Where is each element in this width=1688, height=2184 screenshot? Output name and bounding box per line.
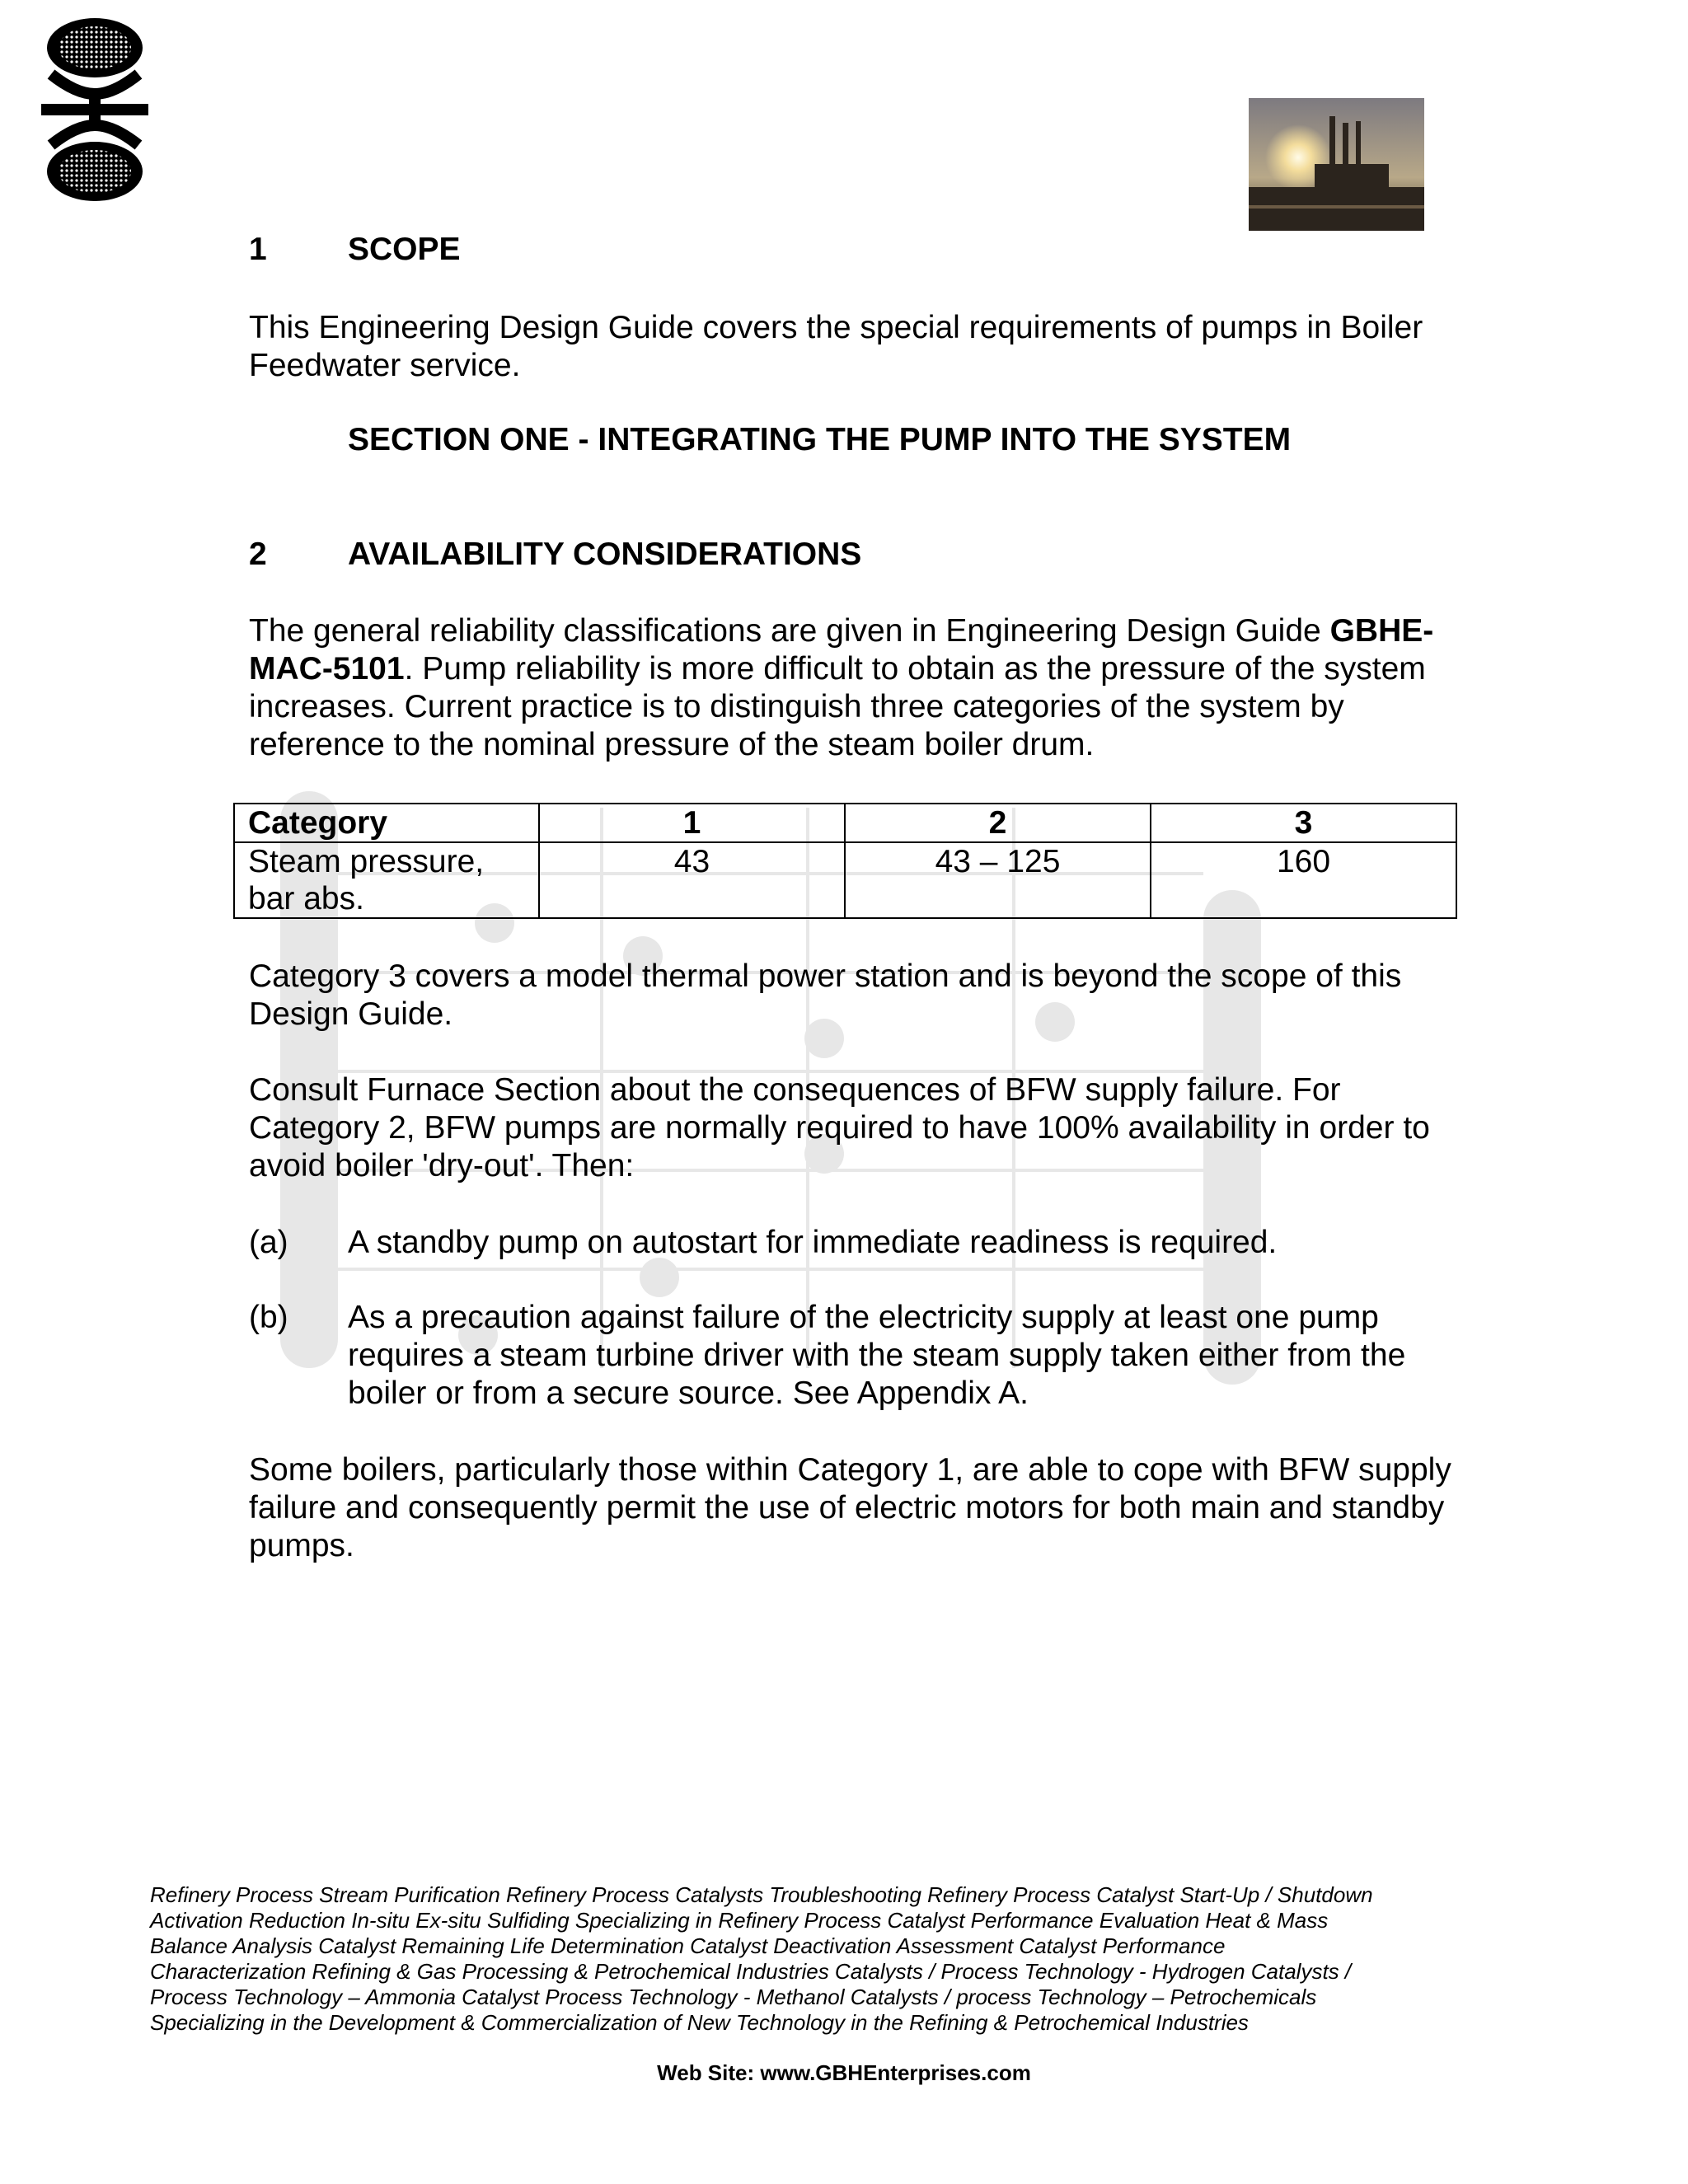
table-header-cell: 3 bbox=[1151, 804, 1456, 842]
website-link[interactable]: Web Site: www.GBHEnterprises.com bbox=[657, 2060, 1031, 2085]
section-1-title: SCOPE bbox=[348, 232, 461, 267]
table-cell: 43 – 125 bbox=[845, 842, 1151, 918]
section-2-title: AVAILABILITY CONSIDERATIONS bbox=[348, 537, 862, 572]
list-item-text: A standby pump on autostart for immediate readiness is required. bbox=[348, 1225, 1278, 1260]
intro-text-after: . Pump reliability is more difficult to obtain as the pressure of the system increases. Current practice is to distinguish three categories of the system by reference to the nominal pressure of the steam boiler drum. bbox=[249, 651, 1426, 762]
footer-line: Refinery Process Stream Purification Refinery Process Catalysts Troubleshooting Refinery Process Catalyst Start-Up / Shutdown bbox=[150, 1882, 1373, 1907]
table-cell: Steam pressure, bar abs. bbox=[234, 842, 539, 918]
list-item-text: As a precaution against failure of the electricity supply at least one pump requires a steam turbine driver with the steam supply taken either from the boiler or from a secure source. See Appendix A. bbox=[348, 1300, 1406, 1411]
section-1-number: 1 bbox=[249, 232, 267, 267]
section-one-heading: SECTION ONE - INTEGRATING THE PUMP INTO THE SYSTEM bbox=[348, 422, 1292, 457]
table-cell: 160 bbox=[1151, 842, 1456, 918]
table-header-cell: Category bbox=[234, 804, 539, 842]
refinery-sunset-photo bbox=[1249, 98, 1424, 231]
footer-line: Balance Analysis Catalyst Remaining Life Determination Catalyst Deactivation Assessment Catalyst Performance bbox=[150, 1933, 1226, 1958]
footer-line: Characterization Refining & Gas Processing & Petrochemical Industries Catalysts / Process Technology - Hydrogen Catalysts / bbox=[150, 1959, 1352, 1984]
list-item-label: (a) bbox=[249, 1225, 288, 1260]
category-table bbox=[233, 803, 1457, 919]
section-2-number: 2 bbox=[249, 537, 267, 572]
some-boilers-paragraph: Some boilers, particularly those within Category 1, are able to cope with BFW supply failure and consequently permit the use of electric motors for both main and standby pumps. bbox=[249, 1452, 1451, 1563]
list-item-label: (b) bbox=[249, 1300, 288, 1335]
footer-line: Specializing in the Development & Commercialization of New Technology in the Refining & Petrochemical Industries bbox=[150, 2010, 1249, 2035]
availability-intro-paragraph bbox=[249, 612, 1461, 764]
guide-reference: GBHE-MAC-5101 bbox=[249, 613, 1434, 687]
table-header-cell: 1 bbox=[539, 804, 845, 842]
scope-paragraph: This Engineering Design Guide covers the special requirements of pumps in Boiler Feedwater service. bbox=[249, 310, 1423, 383]
footer-line: Process Technology – Ammonia Catalyst Process Technology - Methanol Catalysts / process Technology – Petrochemicals bbox=[150, 1985, 1317, 2009]
gbh-enterprises-logo-icon bbox=[35, 15, 155, 204]
table-row bbox=[234, 842, 1456, 918]
table-header-row bbox=[234, 804, 1456, 842]
footer-services-text bbox=[150, 1882, 1436, 2036]
intro-text-before: The general reliability classifications are given in Engineering Design Guide bbox=[249, 613, 1321, 649]
table-cell: 43 bbox=[539, 842, 845, 918]
category-3-paragraph: Category 3 covers a model thermal power station and is beyond the scope of this Design Guide. bbox=[249, 958, 1402, 1032]
consult-paragraph: Consult Furnace Section about the consequences of BFW supply failure. For Category 2, BFW pumps are normally required to have 100% availability in order to avoid boiler 'dry-out'. Then: bbox=[249, 1072, 1430, 1183]
footer-line: Activation Reduction In-situ Ex-situ Sulfiding Specializing in Refinery Process Catalyst Performance Evaluation Heat & Mass bbox=[150, 1908, 1329, 1933]
table-header-cell: 2 bbox=[845, 804, 1151, 842]
